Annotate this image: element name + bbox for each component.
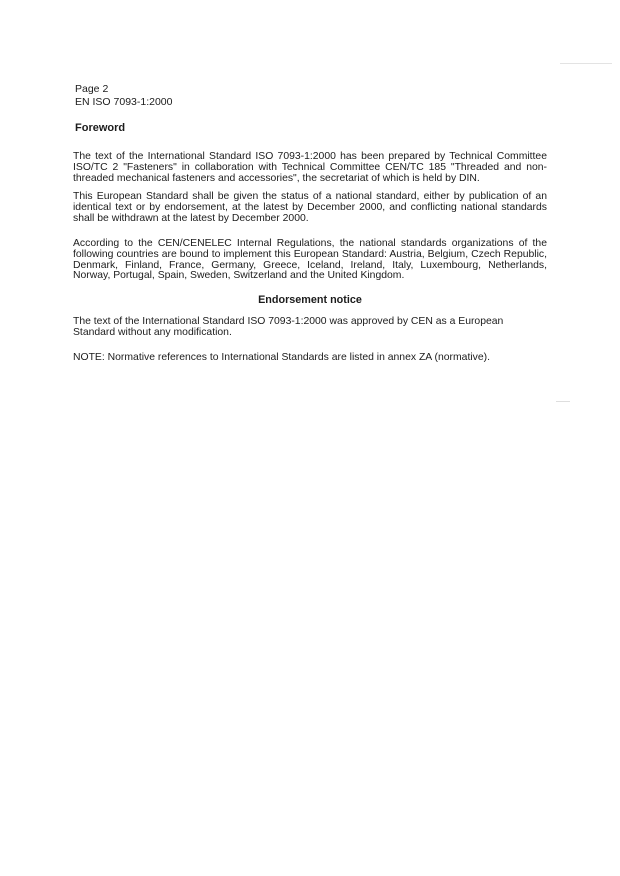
foreword-paragraph-3: According to the CEN/CENELEC Internal Regulations, the national standards organizations of the following countries are bound to implement this European Standard: Austria, Belgium, Czech Republic, Denmark, Finland, France, Germany, Greece, Iceland, Ireland, Italy, Luxembourg, Netherlands, Norway, Portugal, Spain, Sweden, Switzerland and the United Kingdom. [73,238,547,282]
foreword-paragraph-2: This European Standard shall be given the status of a national standard, either by publication of an identical text or by endorsement, at the latest by December 2000, and conflicting national standards shall be withdrawn at the latest by December 2000. [73,191,547,224]
standard-identifier: EN ISO 7093-1:2000 [75,96,173,108]
foreword-heading: Foreword [75,122,126,134]
foreword-paragraph-1: The text of the International Standard ISO 7093-1:2000 has been prepared by Technical Committee ISO/TC 2 "Fasteners" in collaboration with Technical Committee CEN/TC 185 "Threaded and non-threaded mechanical fasteners and accessories", the secretariat of which is held by DIN. [73,151,547,184]
scan-artifact [560,63,612,64]
endorsement-text: The text of the International Standard ISO 7093-1:2000 was approved by CEN as a European Standard without any modification. [73,316,504,338]
endorsement-heading: Endorsement notice [258,294,362,306]
scan-artifact [556,401,570,402]
normative-note: NOTE: Normative references to International Standards are listed in annex ZA (normative). [73,352,490,363]
page-header [75,83,172,109]
page-number: Page 2 [75,83,109,95]
